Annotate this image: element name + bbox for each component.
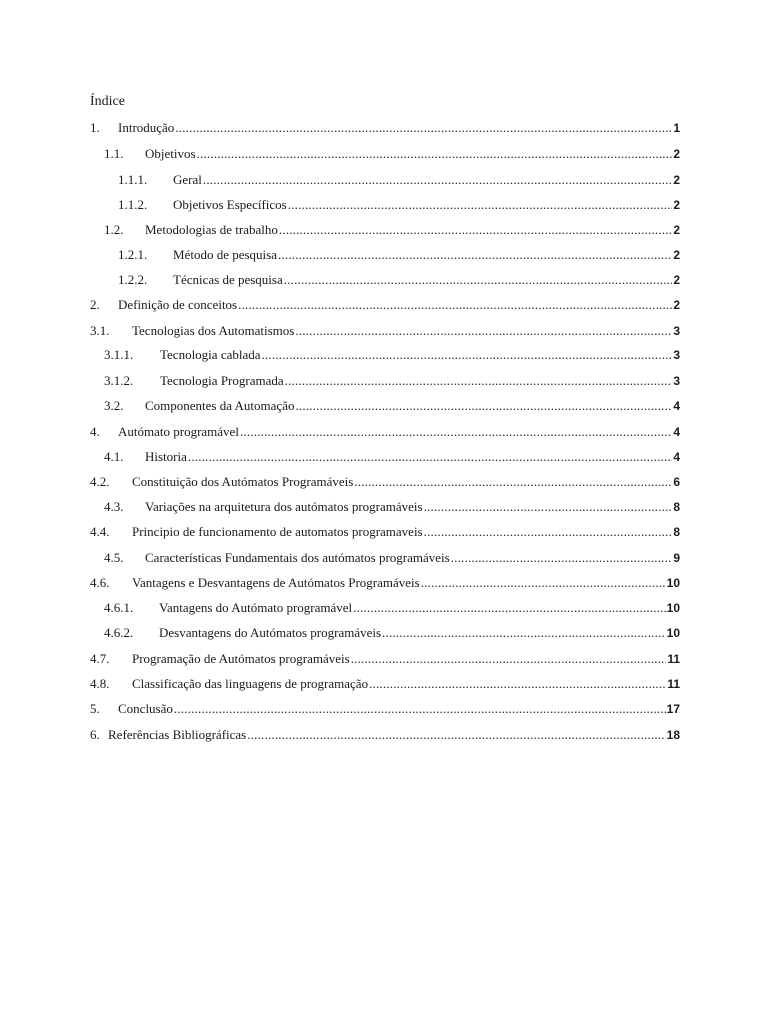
toc-entry[interactable] bbox=[118, 247, 680, 263]
dot-leader bbox=[240, 424, 672, 440]
dot-leader bbox=[354, 474, 672, 490]
toc-entry-page-number: 3 bbox=[673, 348, 680, 362]
toc-entry-page-number: 2 bbox=[673, 173, 680, 187]
dot-leader bbox=[197, 146, 673, 162]
dot-leader bbox=[421, 575, 666, 591]
toc-entry-label: Tecnologia Programada bbox=[160, 373, 284, 388]
toc-entry-page-number: 4 bbox=[673, 425, 680, 439]
toc-title: Índice bbox=[90, 94, 125, 109]
toc-entry-number: 4.8. bbox=[90, 676, 110, 691]
toc-entry-label: Introdução bbox=[118, 120, 175, 135]
toc-entry-page-number: 4 bbox=[673, 450, 680, 464]
toc-entry-number: 1.2.1. bbox=[118, 247, 148, 262]
toc-entry-label: Definição de conceitos bbox=[118, 297, 238, 312]
toc-entry[interactable] bbox=[104, 222, 680, 238]
dot-leader bbox=[203, 172, 672, 188]
toc-entry-number: 1.1.1. bbox=[118, 172, 148, 187]
toc-entry[interactable] bbox=[90, 727, 680, 743]
toc-entry-page-number: 2 bbox=[673, 147, 680, 161]
toc-entry-label: Principio de funcionamento de automatos programaveis bbox=[132, 524, 423, 539]
toc-entry-page-number: 10 bbox=[666, 626, 680, 640]
toc-entry-label: Vantagens do Autómato programável bbox=[159, 600, 353, 615]
toc-entry-page-number: 2 bbox=[673, 298, 680, 312]
toc-entry[interactable] bbox=[90, 701, 680, 717]
toc-entry-label: Tecnologia cablada bbox=[160, 347, 261, 362]
toc-entry-label: Tecnologias dos Automatismos bbox=[132, 323, 295, 338]
toc-entry-label: Vantagens e Desvantagens de Autómatos Programáveis bbox=[132, 575, 420, 590]
toc-entry-label: Historia bbox=[145, 449, 187, 464]
toc-entry-number: 1.1. bbox=[104, 146, 124, 161]
toc-entry-label: Componentes da Automação bbox=[145, 398, 295, 413]
toc-entry-label: Geral bbox=[173, 172, 202, 187]
toc-entry-page-number: 18 bbox=[666, 728, 680, 742]
toc-entry-page-number: 3 bbox=[673, 374, 680, 388]
toc-entry[interactable] bbox=[104, 347, 680, 363]
toc-entry-page-number: 4 bbox=[673, 399, 680, 413]
dot-leader bbox=[285, 373, 673, 389]
toc-entry[interactable] bbox=[104, 398, 680, 414]
toc-entry-number: 4.6.1. bbox=[104, 600, 134, 615]
toc-entry-label: Metodologias de trabalho bbox=[145, 222, 278, 237]
dot-leader bbox=[284, 272, 673, 288]
dot-leader bbox=[262, 347, 673, 363]
dot-leader bbox=[279, 222, 672, 238]
dot-leader bbox=[351, 651, 667, 667]
toc-entry-page-number: 8 bbox=[673, 525, 680, 539]
toc-entry-number: 3.2. bbox=[104, 398, 124, 413]
toc-entry-number: 1.1.2. bbox=[118, 197, 148, 212]
toc-entry-number: 3.1. bbox=[90, 323, 110, 338]
toc-entry-number: 4.6. bbox=[90, 575, 110, 590]
toc-entry-label: Referências Bibliográficas bbox=[108, 727, 247, 742]
toc-entry[interactable] bbox=[90, 323, 680, 339]
toc-entry-label: Conclusão bbox=[118, 701, 173, 716]
dot-leader bbox=[174, 701, 666, 717]
toc-entry[interactable] bbox=[90, 120, 680, 136]
dot-leader bbox=[451, 550, 673, 566]
toc-entry-number: 4.7. bbox=[90, 651, 110, 666]
toc-entry-page-number: 2 bbox=[673, 198, 680, 212]
dot-leader bbox=[288, 197, 673, 213]
toc-entry-label: Técnicas de pesquisa bbox=[173, 272, 283, 287]
toc-entry-page-number: 8 bbox=[673, 500, 680, 514]
toc-entry-label: Características Fundamentais dos autómatos programáveis bbox=[145, 550, 450, 565]
toc-entry-label: Autómato programável bbox=[118, 424, 239, 439]
toc-entry-number: 4. bbox=[90, 424, 100, 439]
toc-entry-page-number: 1 bbox=[673, 121, 680, 135]
toc-entry-number: 3.1.1. bbox=[104, 347, 134, 362]
toc-entry-number: 4.4. bbox=[90, 524, 110, 539]
toc-entry-label: Método de pesquisa bbox=[173, 247, 277, 262]
toc-entry-label: Desvantagens do Autómatos programáveis bbox=[159, 625, 382, 640]
toc-entry[interactable] bbox=[90, 524, 680, 540]
toc-entry-number: 1. bbox=[90, 120, 100, 135]
toc-entry[interactable] bbox=[118, 172, 680, 188]
toc-entry[interactable] bbox=[104, 146, 680, 162]
toc-entry[interactable] bbox=[90, 575, 680, 591]
toc-entry-number: 1.2. bbox=[104, 222, 124, 237]
dot-leader bbox=[295, 398, 672, 414]
dot-leader bbox=[295, 323, 672, 339]
toc-entry-number: 4.2. bbox=[90, 474, 110, 489]
toc-entry[interactable] bbox=[118, 272, 680, 288]
dot-leader bbox=[238, 297, 672, 313]
toc-entry[interactable] bbox=[104, 373, 680, 389]
toc-entry[interactable] bbox=[118, 197, 680, 213]
toc-entry-page-number: 2 bbox=[673, 248, 680, 262]
dot-leader bbox=[175, 120, 672, 136]
toc-entry-label: Classificação das linguagens de programação bbox=[132, 676, 369, 691]
toc-entry[interactable] bbox=[90, 474, 680, 490]
toc-entry-page-number: 2 bbox=[673, 223, 680, 237]
toc-entry-page-number: 17 bbox=[666, 702, 680, 716]
toc-entry[interactable] bbox=[90, 297, 680, 313]
dot-leader bbox=[188, 449, 672, 465]
dot-leader bbox=[424, 499, 673, 515]
toc-entry[interactable] bbox=[104, 625, 680, 641]
toc-entry[interactable] bbox=[104, 499, 680, 515]
toc-entry-page-number: 2 bbox=[673, 273, 680, 287]
toc-entry-number: 4.5. bbox=[104, 550, 124, 565]
toc-entry[interactable] bbox=[104, 600, 680, 616]
toc-entry-page-number: 9 bbox=[673, 551, 680, 565]
dot-leader bbox=[278, 247, 672, 263]
toc-entry-label: Constituição dos Autómatos Programáveis bbox=[132, 474, 354, 489]
toc-entry-number: 2. bbox=[90, 297, 100, 312]
toc-entry-number: 4.3. bbox=[104, 499, 124, 514]
toc-entry-number: 5. bbox=[90, 701, 100, 716]
toc-entry-number: 4.1. bbox=[104, 449, 124, 464]
toc-entry-label: Objetivos bbox=[145, 146, 196, 161]
toc-entry-page-number: 6 bbox=[673, 475, 680, 489]
toc-entry[interactable] bbox=[90, 676, 680, 692]
toc-entry-page-number: 3 bbox=[673, 324, 680, 338]
dot-leader bbox=[369, 676, 666, 692]
toc-entry-page-number: 10 bbox=[666, 601, 680, 615]
toc-entry[interactable] bbox=[90, 424, 680, 440]
dot-leader bbox=[247, 727, 665, 743]
toc-entry-label: Variações na arquitetura dos autómatos programáveis bbox=[145, 499, 423, 514]
toc-entry[interactable] bbox=[104, 449, 680, 465]
toc-entry-number: 6. bbox=[90, 727, 100, 742]
dot-leader bbox=[424, 524, 673, 540]
dot-leader bbox=[382, 625, 666, 641]
toc-entry[interactable] bbox=[90, 651, 680, 667]
toc-entry-page-number: 11 bbox=[667, 677, 680, 691]
toc-entry-number: 4.6.2. bbox=[104, 625, 134, 640]
dot-leader bbox=[353, 600, 665, 616]
toc-entry-page-number: 10 bbox=[666, 576, 680, 590]
toc-entry-number: 3.1.2. bbox=[104, 373, 134, 388]
toc-entry[interactable] bbox=[104, 550, 680, 566]
toc-entry-label: Programação de Autómatos programáveis bbox=[132, 651, 350, 666]
toc-entry-number: 1.2.2. bbox=[118, 272, 148, 287]
toc-entry-page-number: 11 bbox=[667, 652, 680, 666]
toc-entry-label: Objetivos Específicos bbox=[173, 197, 287, 212]
